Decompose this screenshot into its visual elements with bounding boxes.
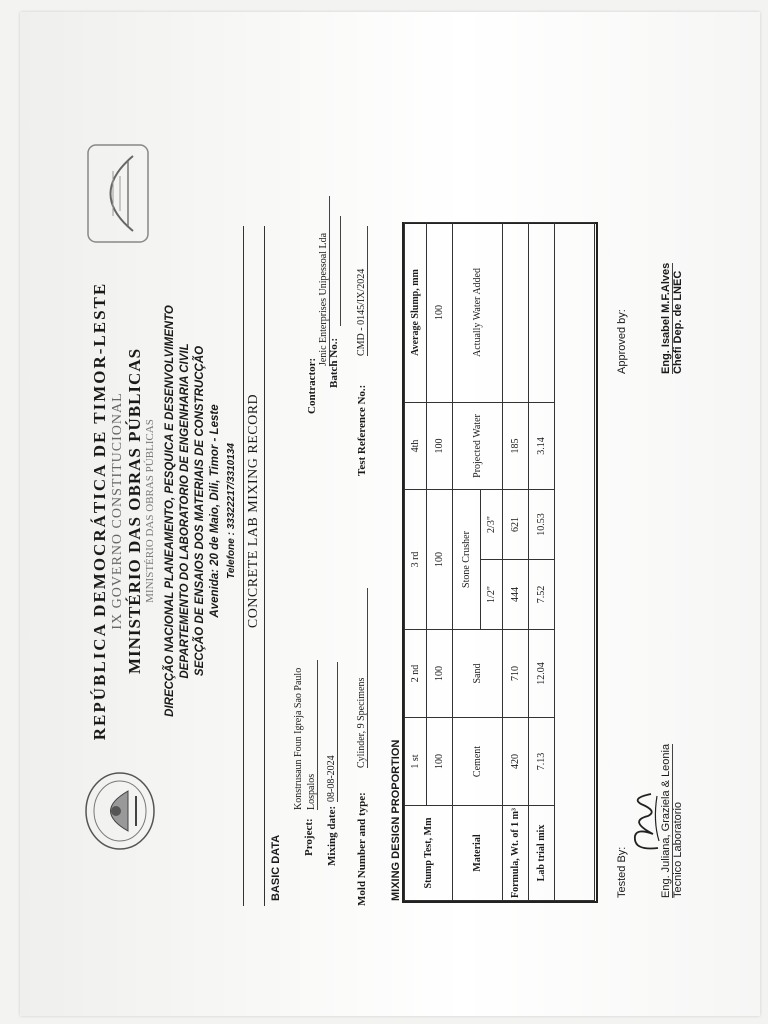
mold-label: Mold Number and type: <box>356 792 368 906</box>
slump-value-row <box>427 223 453 901</box>
batch-value <box>328 216 341 326</box>
slump-value-2: 100 <box>427 630 453 718</box>
formula-label: Formula, Wt. of 1 m³ <box>503 806 529 901</box>
batch-label: Batch No.: <box>328 337 340 388</box>
lab-trial-half-inch: 7.52 <box>529 560 555 630</box>
lab-trial-cement: 7.13 <box>529 718 555 806</box>
lab-trial-row <box>529 223 555 901</box>
formula-sand: 710 <box>503 630 529 718</box>
formula-half-inch: 444 <box>503 560 529 630</box>
material-half-inch: 1/2" <box>481 560 503 630</box>
mixing-date-label: Mixing date: <box>326 805 338 866</box>
test-reference-label: Test Reference No.: <box>356 384 368 476</box>
formula-projected-water: 185 <box>503 403 529 490</box>
formula-three-quarter: 621 <box>503 490 529 560</box>
material-stone-crusher: Stone Crusher <box>453 490 481 630</box>
mold-value: Cylinder, 9 Specimens <box>356 588 368 768</box>
header-phone: Telefone : 33322217/3310134 <box>226 443 237 579</box>
approved-by-role: Chefi Dep. de LNEC <box>672 270 684 374</box>
slump-value-average: 100 <box>427 223 453 403</box>
slump-header-average: Average Slump, mm <box>405 223 427 403</box>
approved-by-label: Approved by: <box>616 309 628 374</box>
header-republic: REPÚBLICA DEMOCRÁTICA DE TIMOR-LESTE <box>90 281 109 741</box>
slump-header-4: 4th <box>405 403 427 490</box>
mix-design-heading: MIXING DESIGN PROPORTION <box>390 739 402 901</box>
rotated-page <box>38 2 768 1006</box>
header-section: SECÇÃO DE ENSAIOS DOS MATERIAIS DE CONSTRUCÇÃO <box>194 345 206 677</box>
slump-value-3: 100 <box>427 490 453 630</box>
project-value-line2: Lospalos <box>306 660 318 810</box>
blank-cell <box>555 223 595 901</box>
slump-header-3: 3 rd <box>405 490 427 630</box>
slump-value-4: 100 <box>427 403 453 490</box>
slump-label: Stump Test, Mm <box>405 806 453 901</box>
formula-cement: 420 <box>503 718 529 806</box>
tested-by-name: Eng. Juliana, Graziela & Leonia <box>660 743 672 898</box>
approved-by-name: Eng. Isabel M.F.Alves <box>660 262 672 374</box>
contractor-value: Jenic Enterprises Unipessoal Lda <box>318 196 330 366</box>
lab-trial-sand: 12.04 <box>529 630 555 718</box>
material-sand: Sand <box>453 630 503 718</box>
header-direction: DIRECÇÃO NACIONAL PLANEAMENTO, PESQUICA E DESENVOLVIMENTO <box>164 305 176 717</box>
project-label: Project: <box>303 818 315 856</box>
material-three-quarter: 2/3" <box>481 490 503 560</box>
header-ministry-sub: MINISTÉRIO DAS OBRAS PÚBLICAS <box>144 419 156 603</box>
material-actual-water: Actually Water Added <box>453 223 503 403</box>
slump-header-row <box>405 223 427 901</box>
lab-trial-label: Lab trial mix <box>529 806 555 901</box>
mixing-date-value: 08-08-2024 <box>326 662 338 802</box>
slump-header-2: 2 nd <box>405 630 427 718</box>
material-cement: Cement <box>453 718 503 806</box>
header-address: Avenida: 20 de Maio, Dili, Timor - Leste <box>209 404 221 618</box>
material-row-top <box>453 223 481 901</box>
tested-by-role: Tecnico Laboratorio <box>672 801 684 898</box>
record-title: CONCRETE LAB MIXING RECORD <box>246 393 261 629</box>
formula-actual-water <box>503 223 529 403</box>
slump-header-1: 1 st <box>405 718 427 806</box>
formula-row <box>503 223 529 901</box>
header-ministry: MINISTÉRIO DAS OBRAS PÚBLICAS <box>125 347 144 675</box>
title-rule-top <box>243 226 244 906</box>
contractor-label: Contractor: <box>306 357 318 414</box>
test-reference-value: CMD - 0145/IX/2024 <box>356 226 368 356</box>
lab-trial-actual-water <box>529 223 555 403</box>
mix-design-table <box>404 222 595 901</box>
project-value-line1: Konstrusaun Foun Igreja Sao Paulo <box>293 667 304 810</box>
blank-row <box>555 223 595 901</box>
scanned-sheet <box>20 12 760 1016</box>
lab-trial-three-quarter: 10.53 <box>529 490 555 560</box>
material-label: Material <box>453 806 503 901</box>
material-projected-water: Projected Water <box>453 403 503 490</box>
slump-value-1: 100 <box>427 718 453 806</box>
lab-trial-projected-water: 3.14 <box>529 403 555 490</box>
tested-by-label: Tested By: <box>616 846 628 898</box>
header-department: DEPARTEMENTO DO LABORATORIO DE ENGENHARIA CIVIL <box>179 343 191 679</box>
basic-data-heading: BASIC DATA <box>270 834 282 901</box>
header-government: IX GOVERNO CONSTITUCIONAL <box>110 392 125 630</box>
title-rule-bottom <box>264 226 265 906</box>
